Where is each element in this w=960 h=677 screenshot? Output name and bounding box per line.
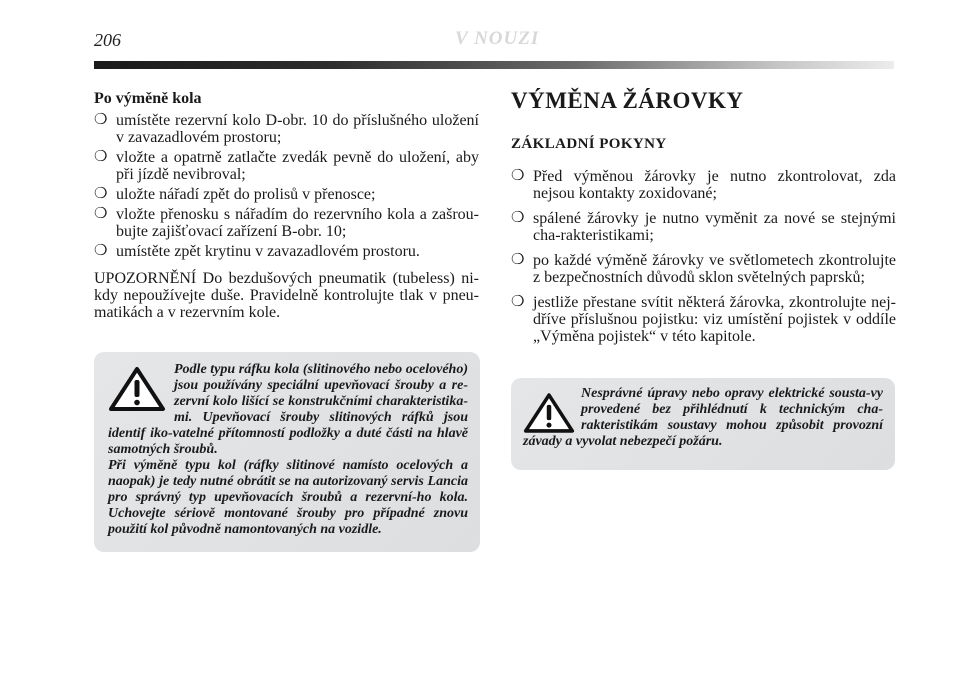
warning-text-1: Podle typu ráfku kola (slitinového nebo ocelového) jsou používány speciální upevňovací šrouby a re-zervní kolo lišící se konstrukčními charakteristika-mi. Upevňovací šrouby slitinových ráfků jsou identif iko-vatelné přítomností podložky a duté části na hlavě samotných šroubů. [108, 362, 468, 457]
bullet-icon: ❍ [511, 210, 525, 226]
list-item-text: uložte nářadí zpět do prolisů v přenosce; [116, 186, 376, 203]
bullet-icon: ❍ [94, 149, 108, 165]
list-item-text: vložte a opatrně zatlačte zvedák pevně do uložení, aby při jízdě nevibroval; [116, 149, 479, 183]
warning-text-2: Při výměně typu kol (ráfky slitinové namísto ocelových a naopak) je tedy nutné obrátit se na autorizovaný servis Lancia pro správný typ upevňovacích šroubů a rezervní-ho kola. Uchovejte sériově montované šrouby pro případné znovu použití kol původně namontovaných na vozidle. [108, 458, 468, 537]
list-item [511, 210, 896, 244]
list-item [94, 112, 479, 146]
bullet-icon: ❍ [94, 112, 108, 128]
list-item [94, 186, 479, 203]
list-item [511, 252, 896, 286]
list-item [94, 243, 479, 260]
right-column [511, 88, 896, 353]
bullet-icon: ❍ [94, 243, 108, 259]
list-item-text: umístěte rezervní kolo D-obr. 10 do příslušného uložení v zavazadlovém prostoru; [116, 112, 479, 146]
header-rule [94, 61, 894, 69]
list-item-text: po každé výměně žárovky ve světlometech zkontrolujte z bezpečnostních důvodů sklon světelných paprsků; [533, 252, 896, 286]
notice-paragraph: UPOZORNĚNÍ Do bezdušových pneumatik (tubeless) ni-kdy nepoužívejte duše. Pravidelně kontrolujte tlak v pneu-matikách a v rezervním kole. [94, 270, 479, 321]
warning-text: Nesprávné úpravy nebo opravy elektrické sousta-vy provedené bez přihlédnutí k technickým cha-rakteristikám soustavy mohou způsobit provozní závady a vyvolat nebezpečí požáru. [523, 386, 883, 449]
list-item-text: Před výměnou žárovky je nutno zkontrolovat, zda nejsou kontakty zoxidované; [533, 168, 896, 202]
left-column [94, 90, 479, 321]
bullet-icon: ❍ [511, 294, 525, 310]
section-title: VÝMĚNA ŽÁROVKY [511, 88, 744, 113]
right-bullet-list [511, 168, 896, 345]
bullet-icon: ❍ [94, 186, 108, 202]
list-item-text: umístěte zpět krytinu v zavazadlovém prostoru. [116, 243, 420, 260]
list-item-text: jestliže přestane svítit některá žárovka, zkontrolujte nej-dříve příslušnou pojistku: viz umístění pojistek v oddíle „Výměna pojistek“ v této kapitole. [533, 294, 896, 345]
list-item-text: spálené žárovky je nutno vyměnit za nové se stejnými cha-rakteristikami; [533, 210, 896, 244]
page-number: 206 [94, 30, 121, 50]
bullet-icon: ❍ [94, 206, 108, 222]
chapter-title: V NOUZI [455, 28, 540, 49]
list-item [511, 168, 896, 202]
warning-triangle-icon [523, 392, 575, 434]
warning-triangle-icon [108, 366, 166, 412]
list-item-text: vložte přenosku s nářadím do rezervního kola a zašrou-bujte zajišťovací zařízení B-obr. 10; [116, 206, 479, 240]
list-item [511, 294, 896, 345]
list-item [94, 206, 479, 240]
warning-box-electrical [511, 378, 895, 470]
list-item [94, 149, 479, 183]
bullet-icon: ❍ [511, 168, 525, 184]
bullet-icon: ❍ [511, 252, 525, 268]
left-subhead: Po výměně kola [94, 90, 202, 107]
warning-box-wheels [94, 352, 480, 552]
left-bullet-list [94, 112, 479, 260]
section-subtitle: ZÁKLADNÍ POKYNY [511, 136, 667, 152]
